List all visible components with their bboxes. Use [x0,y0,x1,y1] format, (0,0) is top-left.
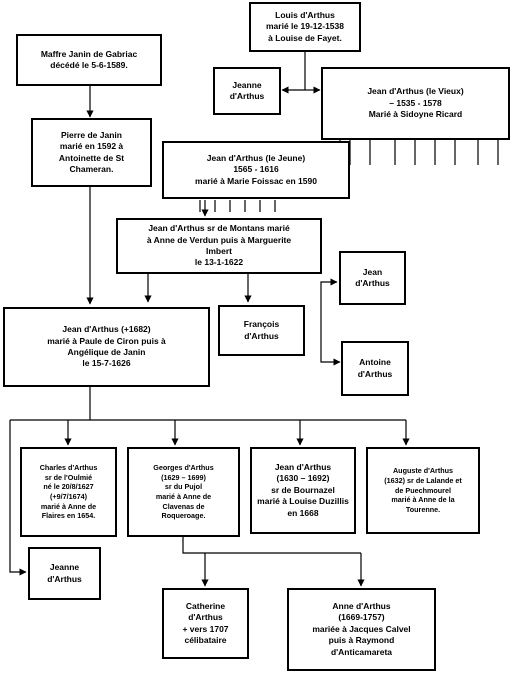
person-maffre-janin: Maffre Janin de Gabriac décédé le 5-6-1589. [16,34,162,86]
person-jeanne-darthus-bottom: Jeanne d'Arthus [28,547,101,600]
person-louis-darthus: Louis d'Arthus marié le 19-12-1538 à Louise de Fayet. [249,2,361,52]
person-jeanne-darthus-top: Jeanne d'Arthus [213,67,281,115]
person-catherine-darthus: Catherine d'Arthus + vers 1707 célibataire [162,588,249,659]
person-jean-darthus-le-vieux: Jean d'Arthus (le Vieux) – 1535 - 1578 Marié à Sidoyne Ricard [321,67,510,140]
link-francois-trunk [321,282,337,330]
person-francois-darthus: François d'Arthus [218,305,305,356]
person-jean-darthus-1682: Jean d'Arthus (+1682) marié à Paule de Ciron puis à Angélique de Janin le 15-7-1626 [3,307,210,387]
person-pierre-de-janin: Pierre de Janin marié en 1592 à Antoinette de St Chameran. [31,118,152,187]
person-jean-darthus-le-jeune: Jean d'Arthus (le Jeune) 1565 - 1616 marié à Marie Foissac en 1590 [162,141,350,199]
person-jean-darthus-right: Jean d'Arthus [339,251,406,305]
person-auguste-darthus: Auguste d'Arthus (1632) sr de Lalande et de Puechmourel marié à Anne de la Tourenne. [366,447,480,534]
person-anne-darthus: Anne d'Arthus (1669-1757) mariée à Jacques Calvel puis à Raymond d'Anticamareta [287,588,436,671]
link-georges-trunk [183,537,205,553]
person-antoine-darthus: Antoine d'Arthus [341,341,409,396]
link-francois-to-antoine [321,330,340,362]
person-georges-darthus: Georges d'Arthus (1629 – 1699) sr du Pujol marié à Anne de Clavenas de Roqueroage. [127,447,240,537]
person-charles-darthus: Charles d'Arthus sr de l'Oulmié né le 20/8/1627 (+9/7/1674) marié à Anne de Flaires en 1654. [20,447,117,537]
link-jean-jeune-children [200,200,275,212]
link-jean-vieux-children [350,140,498,165]
person-jean-darthus-montans: Jean d'Arthus sr de Montans marié à Anne de Verdun puis à Marguerite Imbert le 13-1-1622 [116,218,322,274]
person-jean-darthus-1630: Jean d'Arthus (1630 – 1692) sr de Bournazel marié à Louise Duzillis en 1668 [250,447,356,534]
